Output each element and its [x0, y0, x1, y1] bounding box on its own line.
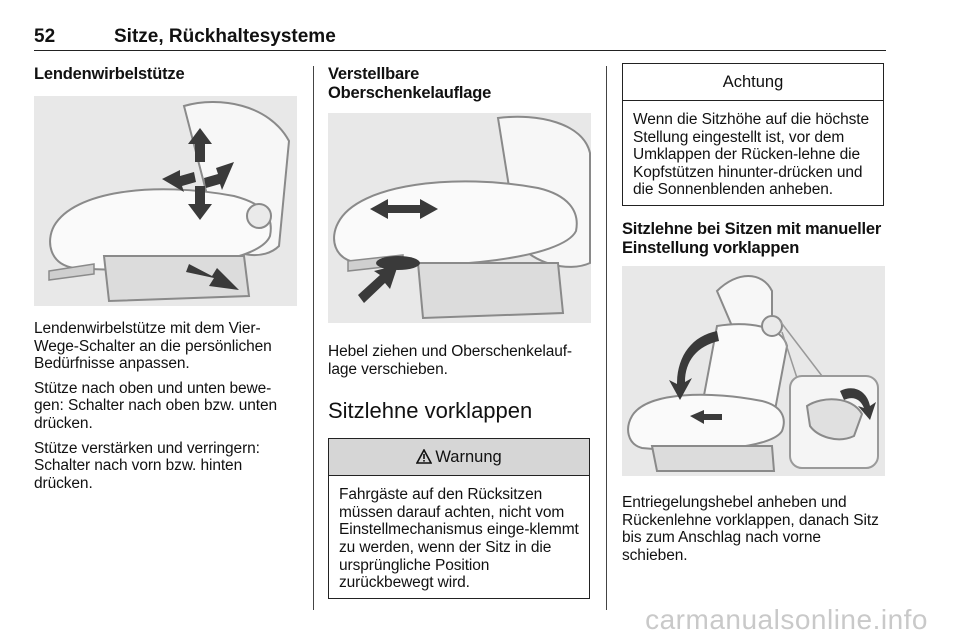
- thigh-support-paragraph: Hebel ziehen und Oberschenkelauf-lage verschieben.: [328, 343, 572, 378]
- warning-header: [329, 439, 589, 476]
- lumbar-paragraph-1: Lendenwirbelstütze mit dem Vier-Wege-Schalter an die persönlichen Bedürfnisse anpassen.: [34, 320, 272, 373]
- lumbar-heading: Lendenwirbelstütze: [34, 65, 185, 83]
- warning-title: Warnung: [435, 448, 502, 467]
- lumbar-paragraph-3: Stütze verstärken und verringern: Schalter nach vorn bzw. hinten drücken.: [34, 439, 260, 492]
- page-header: [34, 20, 886, 51]
- caution-header: Achtung: [623, 64, 883, 101]
- seat-thigh-support-illustration: [328, 113, 591, 323]
- manual-fold-heading: Sitzlehne bei Sitzen mit manueller Einstellung vorklappen: [622, 219, 882, 257]
- warning-triangle-icon: [416, 441, 432, 477]
- column-3: [622, 63, 886, 571]
- seat-lumbar-illustration: [34, 96, 297, 306]
- seat-fold-illustration: [622, 266, 885, 476]
- fold-backrest-heading: Sitzlehne vorklappen: [328, 398, 533, 424]
- column-divider: [313, 66, 314, 610]
- section-title: Sitze, Rückhaltesysteme: [114, 26, 336, 47]
- thigh-support-heading: Verstellbare Oberschenkelauflage: [328, 65, 492, 102]
- warning-text: Fahrgäste auf den Rücksitzen müssen darauf achten, nicht vom Einstellmechanismus einge-klemmt zu werden, wenn der Sitz in die ursprüngliche Position zurückbewegt wird.: [339, 486, 579, 592]
- watermark: carmanualsonline.info: [645, 604, 928, 635]
- manual-fold-paragraph: Entriegelungshebel anheben und Rückenlehne vorklappen, danach Sitz bis zum Anschlag nach vorne schieben.: [622, 493, 879, 564]
- lumbar-paragraph-2: Stütze nach oben und unten bewe-gen: Schalter nach oben bzw. unten drücken.: [34, 379, 278, 432]
- caution-text: Wenn die Sitzhöhe auf die höchste Stellung eingestellt ist, vor dem Umklappen der Rücken-lehne die Kopfstützen hinunter-drücken und die Sonnenblenden anheben.: [633, 111, 869, 199]
- column-divider: [606, 66, 607, 610]
- caution-box: [622, 63, 884, 206]
- warning-box: [328, 438, 590, 599]
- column-1: [34, 63, 300, 499]
- column-2: [328, 63, 592, 599]
- page-number: 52: [34, 26, 56, 47]
